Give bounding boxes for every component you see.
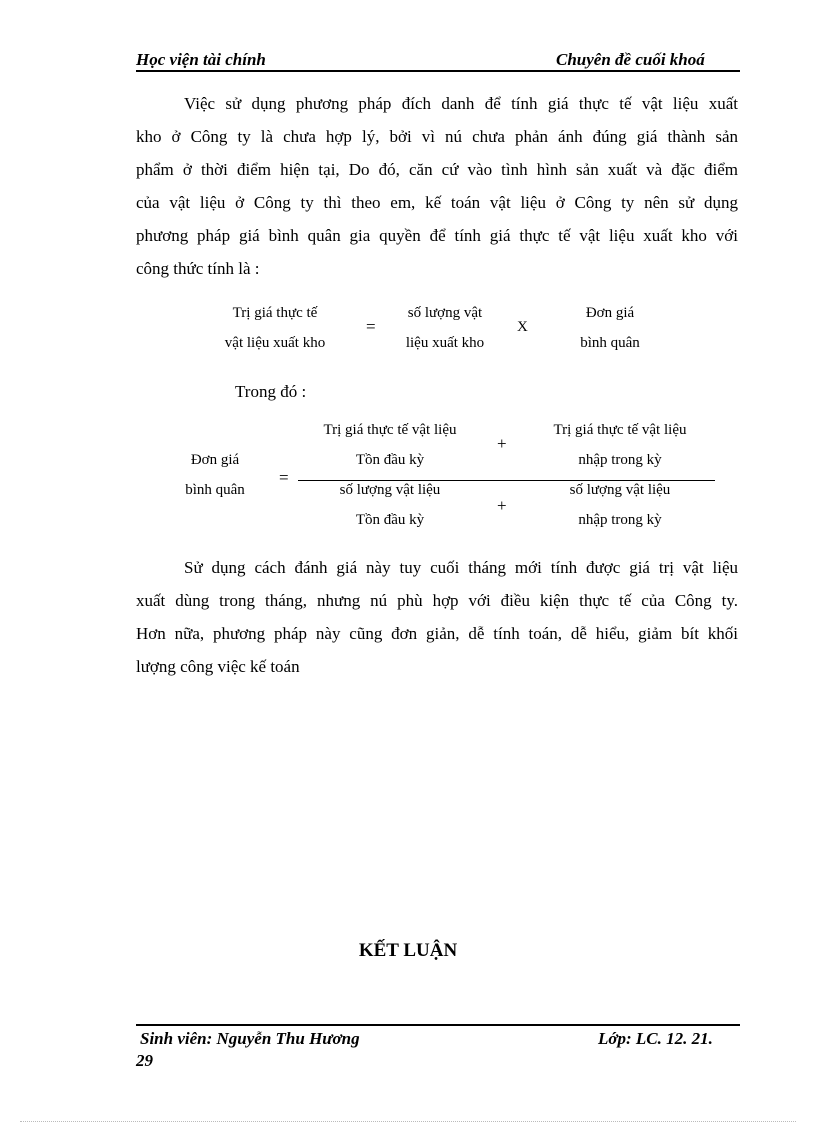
formula1-mid-line1: số lượng vật	[407, 305, 483, 321]
formula2-equals: =	[279, 468, 289, 487]
footer-class: Lớp: LC. 12. 21.	[598, 1029, 713, 1048]
formula1-right-line2: bình quân	[580, 335, 640, 351]
paragraph-2	[136, 551, 738, 683]
paragraph-line: Sử dụng cách đánh giá này tuy cuối tháng mới tính được giá trị vật liệu	[184, 558, 738, 577]
paragraph-line: kho ở Công ty là chưa hợp lý, bởi vì nú chưa phản ánh đúng giá thành sản	[136, 127, 738, 146]
footer-student: Sinh viên: Nguyễn Thu Hương	[140, 1029, 360, 1048]
formula2-den-plus: +	[497, 496, 507, 515]
formula1-right-line1: Đơn giá	[585, 305, 635, 321]
formula2-num-left-2: Tồn đầu kỳ	[355, 452, 425, 468]
paragraph-line: xuất dùng trong tháng, nhưng nú phù hợp với điều kiện thực tế của Công ty.	[136, 591, 738, 610]
section-title: KẾT LUẬN	[358, 940, 458, 961]
formula2-num-plus: +	[497, 434, 507, 453]
formula1-left-line2: vật liệu xuất kho	[224, 335, 326, 351]
formula1-mid-line2: liệu xuất kho	[405, 335, 485, 351]
page-number: 29	[136, 1051, 153, 1070]
paragraph-line: của vật liệu ở Công ty thì theo em, kế toán vật liệu ở Công ty nên sử dụng	[136, 193, 738, 212]
paragraph-line: Việc sử dụng phương pháp đích danh để tính giá thực tế vật liệu xuất	[184, 94, 738, 113]
paragraph-line: Hơn nữa, phương pháp này cũng đơn giản, dễ tính toán, dễ hiểu, giảm bít khối	[136, 624, 738, 643]
paragraph-line: lượng công việc kế toán	[136, 657, 300, 676]
paragraph-line: phương pháp giá bình quân gia quyền để tính giá thực tế vật liệu xuất kho với	[136, 226, 738, 245]
formula2-lhs-line1: Đơn giá	[190, 452, 240, 468]
formula1-equals: =	[366, 317, 376, 336]
page-edge-dots	[20, 1121, 796, 1122]
header-left: Học viện tài chính	[136, 50, 266, 69]
fraction-bar	[298, 480, 715, 481]
formula2-lhs-line2: bình quân	[185, 482, 245, 498]
paragraph-line: phẩm ở thời điểm hiện tại, Do đó, căn cứ vào tình hình sản xuất và đặc điểm	[136, 160, 738, 179]
header-rule	[136, 70, 740, 72]
footer-rule	[136, 1024, 740, 1026]
formula2-num-left-1: Trị giá thực tế vật liệu	[323, 422, 457, 438]
formula1-left-line1: Trị giá thực tế	[232, 305, 318, 321]
formula2-den-right-1: số lượng vật liệu	[569, 482, 671, 498]
paragraph-line: công thức tính là :	[136, 259, 260, 278]
paragraph-1	[136, 87, 738, 285]
formula1-times: X	[517, 319, 528, 335]
formula2-num-right-1: Trị giá thực tế vật liệu	[553, 422, 687, 438]
header-right: Chuyên đề cuối khoá	[556, 50, 705, 69]
formula2-den-right-2: nhập trong kỳ	[578, 512, 662, 528]
formula2-den-left-2: Tồn đầu kỳ	[355, 512, 425, 528]
formula2-num-right-2: nhập trong kỳ	[578, 452, 662, 468]
formula2-den-left-1: số lượng vật liệu	[339, 482, 441, 498]
where-label: Trong đó :	[235, 382, 307, 401]
